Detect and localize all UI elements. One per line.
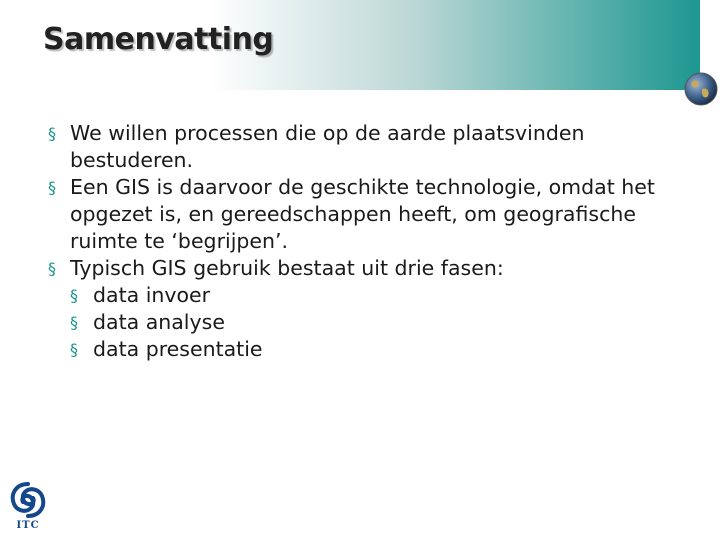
sub-bullet-item	[48, 309, 708, 336]
itc-logo-icon	[6, 480, 50, 520]
bullet-marker: §	[70, 340, 78, 359]
bullet-item	[48, 255, 708, 282]
bullet-marker: §	[70, 286, 78, 305]
itc-logo	[6, 480, 50, 536]
sub-bullet-item	[48, 282, 708, 309]
sub-bullet-text: data presentatie	[93, 337, 263, 361]
bullet-text: Typisch GIS gebruik bestaat uit drie fasen:	[70, 256, 504, 280]
bullet-marker: §	[48, 124, 56, 143]
bullet-marker: §	[48, 178, 56, 197]
bullet-item	[48, 120, 708, 174]
bullet-text: Een GIS is daarvoor de geschikte technologie, omdat het opgezet is, en gereedschappen heeft, om geografische ruimte te ‘begrijpen’.	[70, 175, 655, 253]
slide-title: Samenvatting	[43, 22, 274, 57]
sub-bullet-text: data invoer	[93, 283, 211, 307]
sub-bullet-text: data analyse	[93, 310, 225, 334]
bullet-item	[48, 174, 708, 255]
globe-icon	[683, 71, 719, 107]
sub-bullet-item	[48, 336, 708, 363]
bullet-text: We willen processen die op de aarde plaatsvinden bestuderen.	[70, 121, 585, 172]
bullet-list	[48, 120, 708, 363]
logo-text: ITC	[16, 520, 40, 531]
bullet-marker: §	[70, 313, 78, 332]
bullet-marker: §	[48, 259, 56, 278]
